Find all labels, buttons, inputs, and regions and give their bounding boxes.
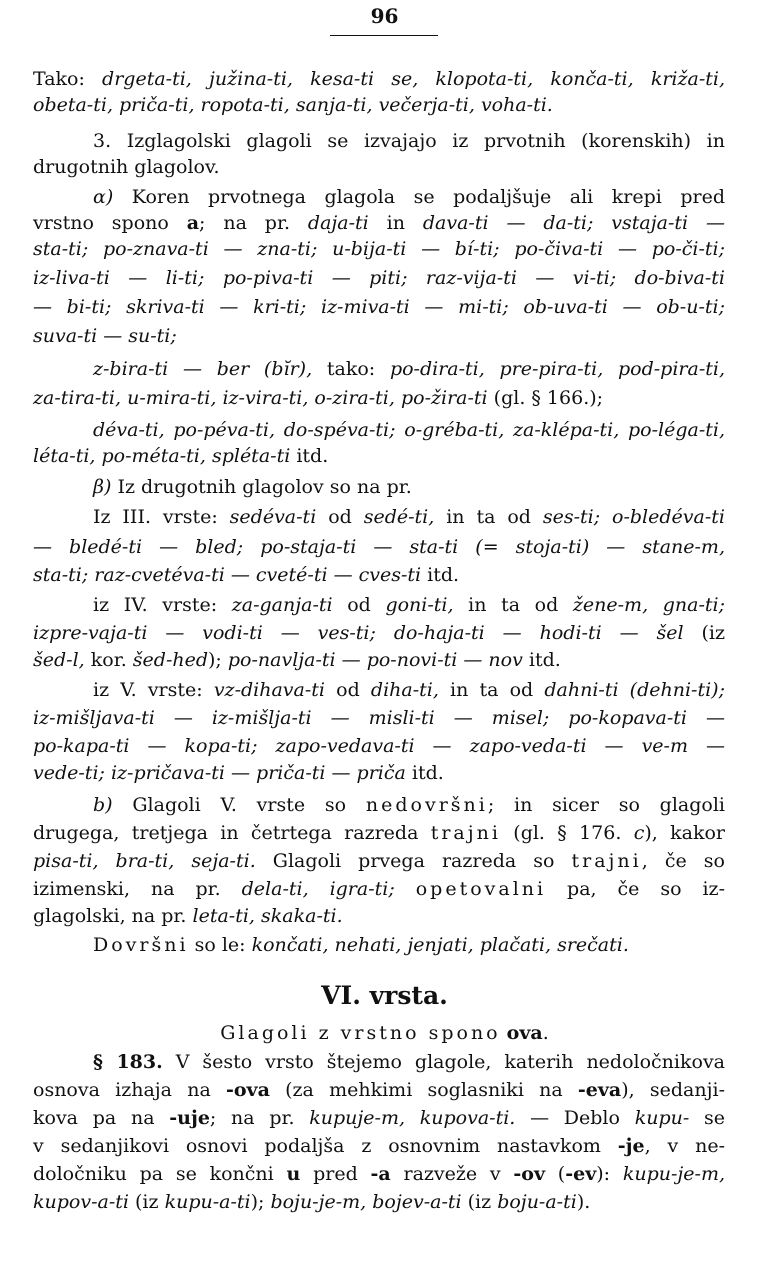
text-run: v sedanjikovi osnovi podaljša z osnovnim nastavkom [33,1135,618,1157]
text-run: itd. [405,762,444,784]
text-line [33,1161,725,1187]
text-run: obeta-ti, priča-ti, ropota-ti, sanja-ti, večerja-ti, voha-ti. [33,94,553,116]
text-run: drgeta-ti, južina-ti, kesa-ti se, klopota-ti, konča-ti, križa-ti, [102,68,725,90]
text-run: -ova [226,1079,270,1101]
text-run: dela-ti, igra-ti; [241,878,395,900]
text-line [33,294,725,320]
text-run: déva-ti, po-péva-ti, do-spéva-ti; o-gréba-ti, za-klépa-ti, po-léga-ti, [93,419,725,441]
text-run: žene-m, gna-ti; [572,594,725,616]
text-run: ): [596,1163,623,1185]
text-line [33,1189,725,1215]
text-run: kupu-je-m, [622,1163,726,1185]
text-run: razveže v [390,1163,514,1185]
text-run: kova pa na [33,1107,170,1129]
text-run: od [332,594,386,616]
text-run: izimenski, na pr. [33,878,242,900]
text-run: ; na pr. [209,1107,310,1129]
text-line [93,417,725,443]
text-run: pisa-ti, bra-ti, seja-ti. [33,850,256,872]
text-run: in ta od [438,679,545,701]
text-run: Koren prvotnega glagola se podaljšuje ali krepi pred [113,186,725,208]
text-run: kupu-a-ti [164,1191,251,1213]
text-run: itd. [290,445,329,467]
text-run: α) [93,186,114,208]
text-run: c [633,822,645,844]
text-run: tako: [312,358,390,380]
text-run: dava-ti — da-ti; vstaja-ti — [422,212,725,234]
text-line [33,1105,725,1131]
text-line [93,932,725,958]
text-line [93,592,725,618]
text-run: — bi-ti; skriva-ti — kri-ti; iz-miva-ti — mi-ti; ob-uva-ti — ob-u-ti; [33,296,725,318]
text-run: kupuje-m, kupova-ti. [309,1107,516,1129]
text-run: sedé-ti, [363,506,435,528]
text-run: vrstno spono [33,212,187,234]
text-run: končati, nehati, jenjati, plačati, srečati. [251,934,629,956]
text-run: Glagoli V. vrste so [112,794,366,816]
text-run: po-kapa-ti — kopa-ti; zapo-vedava-ti — zapo-veda-ti — ve-m — [33,735,725,757]
text-run: ), sedanji- [621,1079,725,1101]
text-run: , v ne- [644,1135,725,1157]
text-line [93,792,725,818]
text-run: (iz [683,622,725,644]
text-run: sta-ti; raz-cvetéva-ti — cveté-ti — cves-ti [33,564,422,586]
text-run: vede-ti; iz-pričava-ti — priča-ti — priča [33,762,406,784]
text-run: za-tira-ti, u-mira-ti, iz-vira-ti, o-zira-ti, po-žira-ti [33,387,488,409]
text-run: in ta od [453,594,573,616]
text-run: opetovalni [415,878,547,900]
text-run: sta-ti; po-znava-ti — zna-ti; u-bija-ti — bí-ti; po-čiva-ti — po-či-ti; [33,238,725,260]
text-run: ses-ti; o-bledéva-ti [542,506,725,528]
text-run: boju-je-m, bojev-a-ti [270,1191,462,1213]
text-run: V šesto vrsto štejemo glagole, katerih nedoločnikova [162,1051,726,1073]
section-heading [0,983,769,1009]
text-run: iz V. vrste: [93,679,214,701]
text-line [33,323,725,349]
text-run: po-navlja-ti — po-novi-ti — nov [227,649,523,671]
text-run: diha-ti, [370,679,439,701]
text-run: drugotnih glagolov. [33,156,220,178]
text-line [93,356,725,382]
text-run: ); [208,649,228,671]
text-run: (iz [461,1191,498,1213]
text-line [33,562,725,588]
text-run: iz-mišljava-ti — iz-mišlja-ti — misli-ti — misel; po-kopava-ti — [33,707,725,729]
text-run: se [689,1107,725,1129]
text-line [33,848,725,874]
text-run: drugega, tretjega in četrtega razreda [33,822,431,844]
text-run: pa, če so iz- [546,878,725,900]
page-number: 96 [370,4,399,28]
text-run: -ev [565,1163,597,1185]
text-run: VI. vrsta. [321,981,448,1010]
text-run: ; in sicer so glagoli [487,794,725,816]
text-run: osnova izhaja na [33,1079,226,1101]
text-run: dahni-ti (dehni-ti); [544,679,725,701]
text-run: itd. [522,649,561,671]
text-run: -je [617,1135,645,1157]
text-run: -ov [513,1163,546,1185]
text-line [33,1077,725,1103]
text-run: glagolski, na pr. [33,905,193,927]
text-line [93,474,725,500]
text-run: nedovršni [365,794,488,816]
text-run: u [286,1163,301,1185]
text-run: trajni [430,822,501,844]
text-run: ), kakor [644,822,725,844]
text-run: Glagoli prvega razreda so [255,850,572,872]
text-run: (gl. § 166.); [487,387,604,409]
text-line [33,1133,725,1159]
text-run: § 183. [93,1051,163,1073]
text-run: -uje [169,1107,210,1129]
text-run: (gl. § 176. [500,822,634,844]
text-run: leta-ti, skaka-ti. [192,905,343,927]
text-run: 3. Izglagolski glagoli se izvajajo iz prvotnih (korenskih) in [93,130,725,152]
text-run [395,878,416,900]
text-run: izpre-vaja-ti — vodi-ti — ves-ti; do-haja-ti — hodi-ti — šel [33,622,684,644]
text-line [33,820,725,846]
text-run: šed-l, [33,649,85,671]
text-run: z-bira-ti — ber (bĭr), [93,358,313,380]
text-line [93,504,725,530]
text-run: ). [576,1191,591,1213]
text-run: Glagoli z vrstno spono [220,1022,501,1044]
text-line [33,534,725,560]
text-run: za-ganja-ti [231,594,333,616]
text-run: sedéva-ti [229,506,317,528]
text-line [33,236,725,262]
text-run: po-dira-ti, pre-pira-ti, pod-pira-ti, [389,358,725,380]
text-line [33,903,725,929]
text-line [33,705,725,731]
text-run: — bledé-ti — bled; po-staja-ti — sta-ti (= stoja-ti) — stane-m, [33,536,725,558]
text-line [33,876,725,902]
text-run: boju-a-ti [497,1191,577,1213]
text-run: Iz drugotnih glagolov so na pr. [111,476,412,498]
text-run: trajni [571,850,642,872]
text-run: iz IV. vrste: [93,594,232,616]
text-line [33,66,725,92]
text-run: in [368,212,423,234]
text-line [33,733,725,759]
section-subheading [0,1020,769,1046]
text-run: -a [370,1163,391,1185]
text-run: so le: [188,934,252,956]
text-run: (za mehkimi soglasniki na [269,1079,578,1101]
text-run: goni-ti, [385,594,454,616]
text-run: Dovršni [93,934,189,956]
text-run: od [325,679,371,701]
text-run: β) [93,476,112,498]
text-line [93,184,725,210]
text-run: kupu- [634,1107,690,1129]
text-line [93,1049,725,1075]
text-line [33,385,725,411]
text-run: Iz III. vrste: [93,506,230,528]
text-run: (iz [128,1191,165,1213]
text-run: in ta od [434,506,543,528]
text-run: , če so [641,850,725,872]
text-run: — Deblo [515,1107,635,1129]
text-line [93,128,725,154]
text-line [33,443,725,469]
text-run: pred [300,1163,371,1185]
text-run: kor. [84,649,133,671]
text-run: šed-hed [132,649,209,671]
text-run: ); [250,1191,271,1213]
text-run: -eva [577,1079,622,1101]
text-run: a [186,212,200,234]
text-run: ; na pr. [199,212,308,234]
text-line [33,647,725,673]
text-line [93,677,725,703]
text-line [33,92,725,118]
text-line [33,620,725,646]
text-run: Tako: [33,68,103,90]
text-line [33,154,725,180]
text-run: ( [545,1163,566,1185]
text-run: od [316,506,364,528]
text-run: itd. [421,564,460,586]
text-run: ova [506,1022,543,1044]
header-rule [330,35,438,36]
text-run: daja-ti [307,212,369,234]
text-run: iz-liva-ti — li-ti; po-piva-ti — piti; raz-vija-ti — vi-ti; do-biva-ti [33,267,725,289]
text-line [33,210,725,236]
text-run: kupov-a-ti [33,1191,129,1213]
text-line [33,760,725,786]
text-run: določniku pa se končni [33,1163,287,1185]
text-run: b) [93,794,113,816]
text-line [33,265,725,291]
text-run: léta-ti, po-méta-ti, spléta-ti [33,445,291,467]
text-run: vz-dihava-ti [213,679,325,701]
text-run: suva-ti — su-ti; [33,325,177,347]
text-run: . [542,1022,549,1044]
